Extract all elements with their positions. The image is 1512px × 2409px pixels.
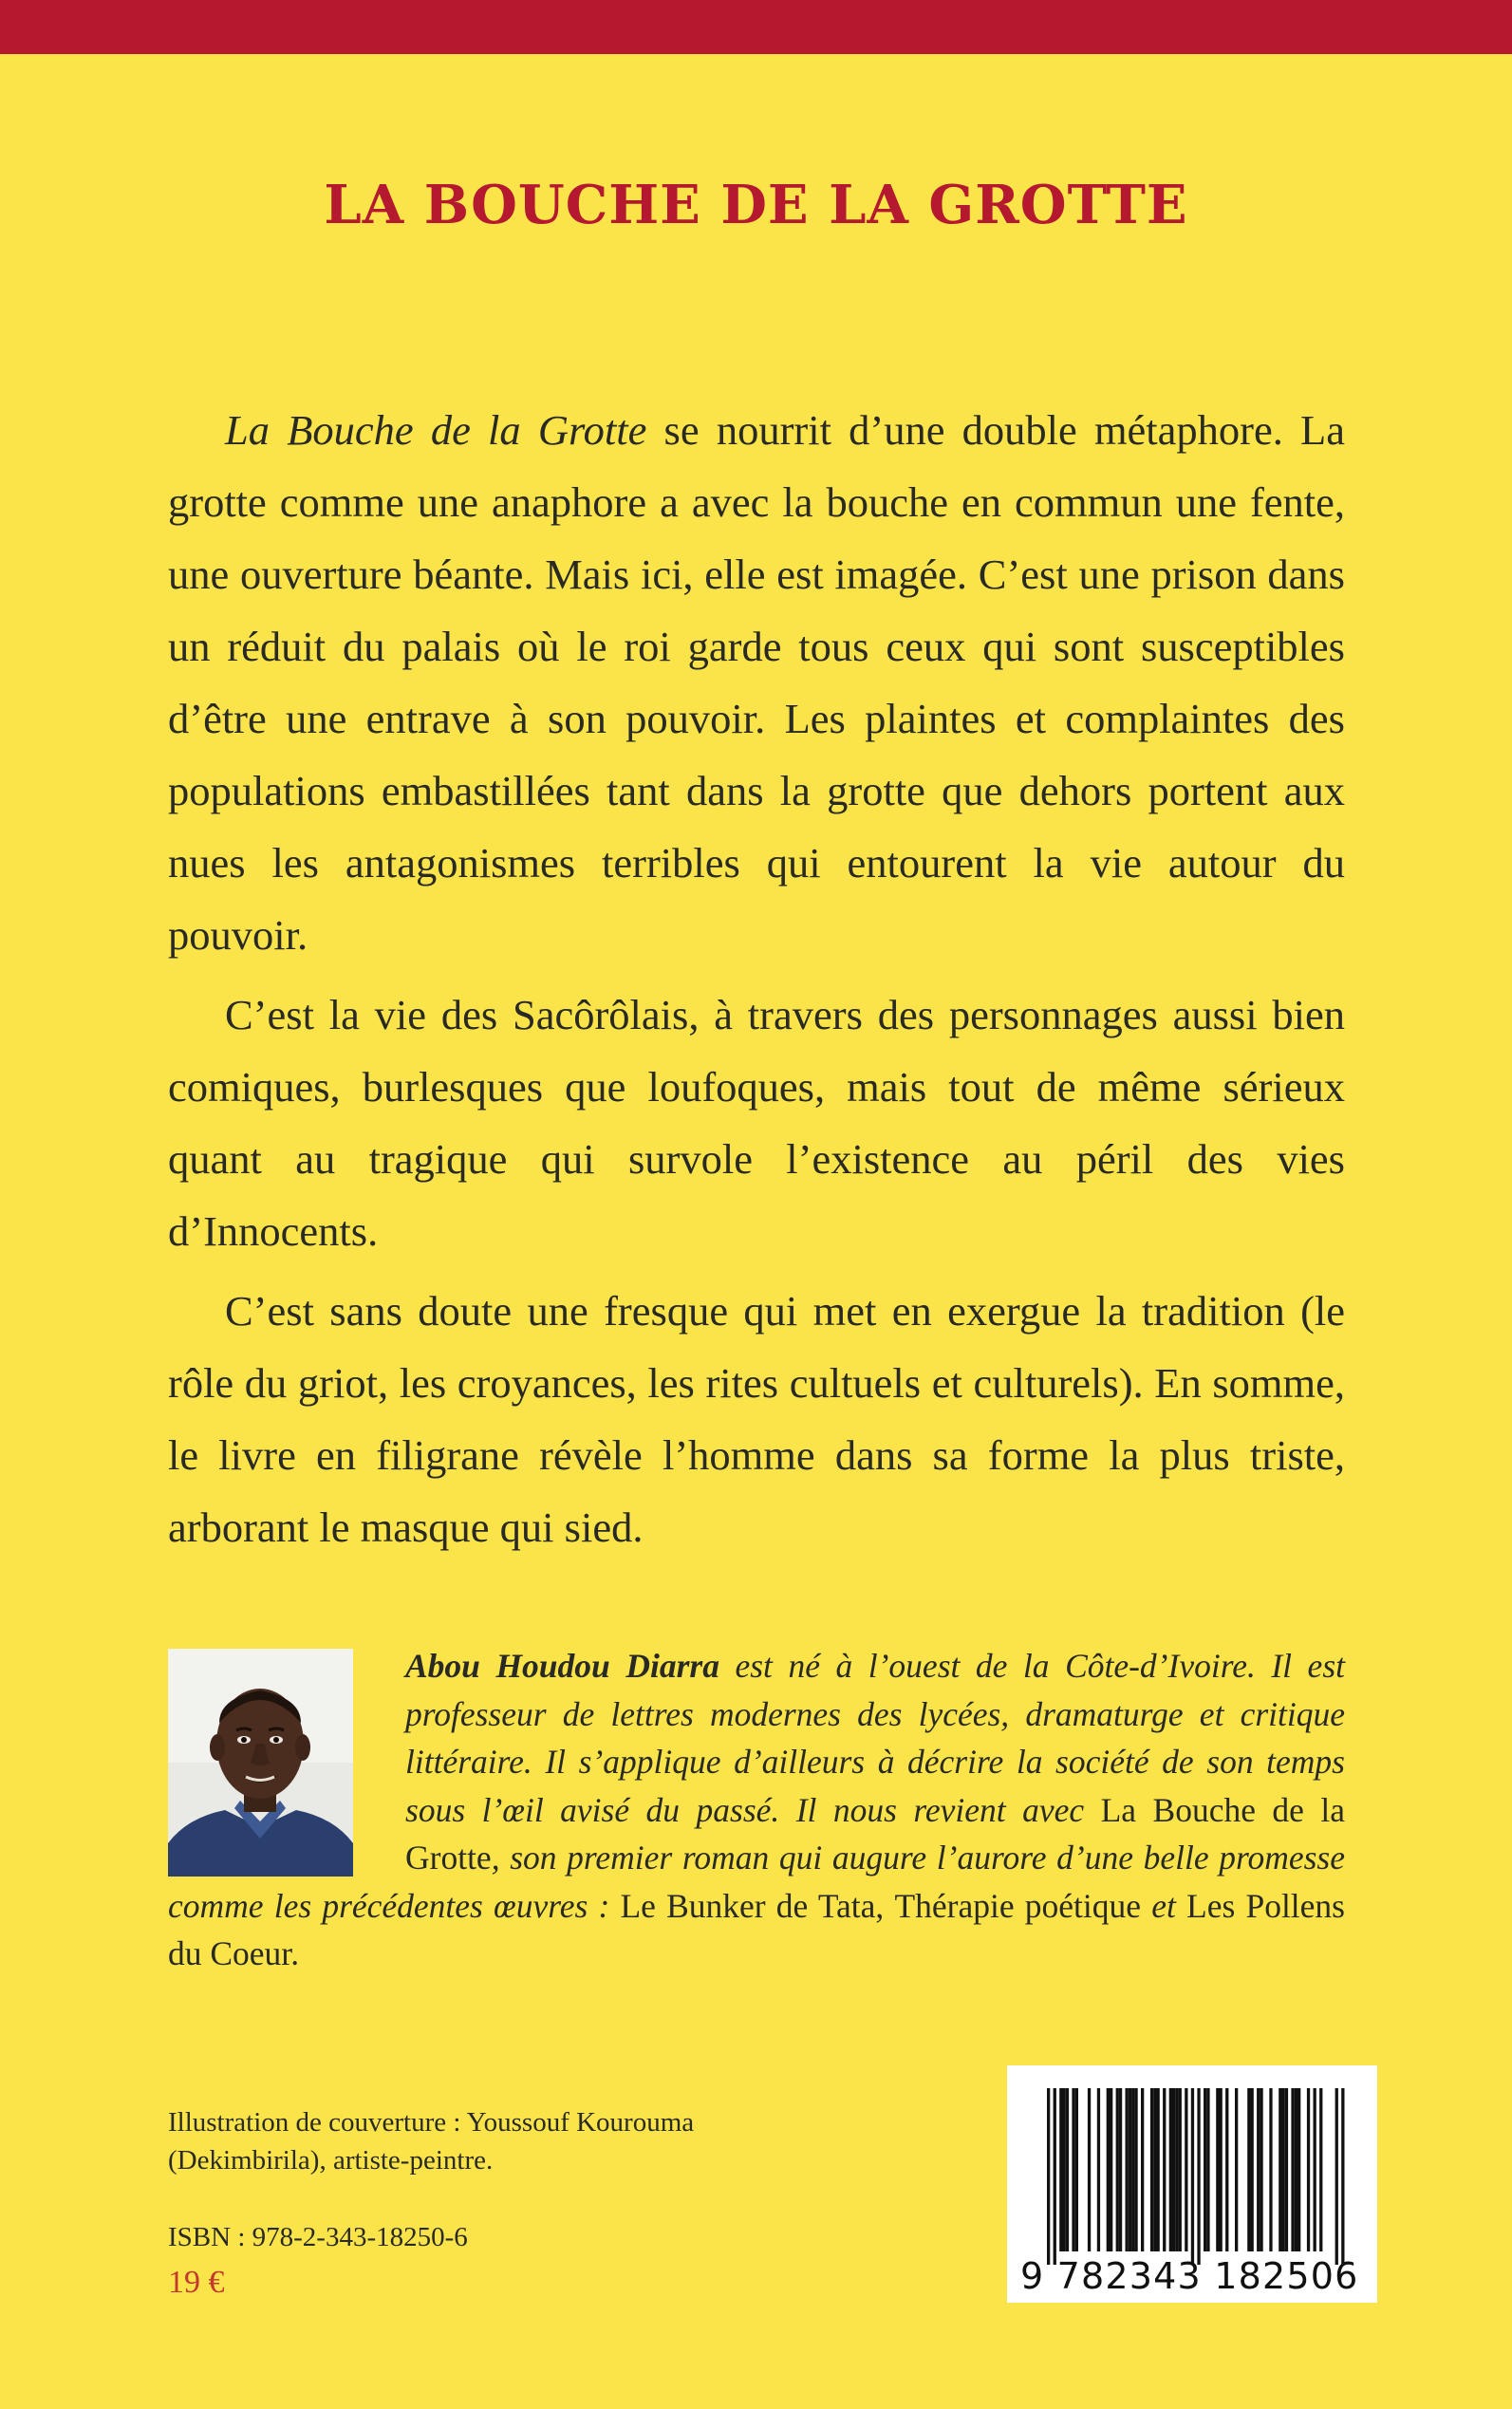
barcode-bar [1047, 2088, 1050, 2265]
barcode-bar [1172, 2088, 1175, 2251]
summary-book-title: La Bouche de la Grotte [225, 406, 647, 454]
barcode-bar [1204, 2088, 1206, 2251]
barcode-bar [1307, 2088, 1310, 2251]
bio-text-4: et [1141, 1886, 1187, 1925]
bio-work-therapie-poetique: Thérapie poétique [894, 1886, 1142, 1925]
summary-paragraph-3: C’est sans doute une fresque qui met en exergue la tradition (le rôle du griot, les croyances, les rites cultuels et culturels). En somme, le livre en filigrane révèle l’homme dans sa forme la plus triste, arborant le masque qui sied. [168, 1287, 1345, 1551]
barcode-bar [1150, 2088, 1153, 2251]
barcode-bar [1129, 2088, 1131, 2251]
barcode-bar [1291, 2088, 1294, 2251]
barcode-bar [1257, 2088, 1260, 2251]
barcode-bar [1260, 2088, 1262, 2251]
summary-paragraph-1-text: se nourrit d’une double métaphore. La grotte comme une anaphore a avec la bouche en commun une fente, une ouverture béante. Mais ici, elle est imagée. C’est une prison dans un réduit du palais où le roi garde tous ceux qui sont susceptibles d’être une entrave à son pouvoir. Les plaintes et complaintes des populations embastillées tant dans la grotte que dehors portent aux nues les antagonismes terribles qui entourent la vie autour du pouvoir. [168, 406, 1345, 959]
barcode-bar [1216, 2088, 1219, 2251]
author-portrait-illustration [168, 1649, 353, 1877]
bio-text-3 [884, 1887, 894, 1925]
barcode-bar [1175, 2088, 1178, 2251]
barcode-bar [1066, 2088, 1069, 2251]
barcode-bar [1088, 2088, 1091, 2251]
summary-paragraph-2: C’est la vie des Sacôrôlais, à travers des personnages aussi bien comiques, burlesques que loufoques, mais tout de même sérieux quant au tragique qui survole l’existence au péril des vies d’Innocents. [168, 991, 1345, 1255]
bio-work-le-bunker-de-tata: Le Bunker de Tata, [620, 1886, 885, 1925]
barcode-bar [1126, 2088, 1129, 2251]
barcode-bar [1282, 2088, 1285, 2251]
barcode-bar [1279, 2088, 1281, 2251]
barcode-bar [1119, 2088, 1122, 2251]
barcode-bar [1107, 2088, 1110, 2251]
barcode-bar [1179, 2088, 1182, 2251]
barcode-bar [1054, 2088, 1056, 2265]
barcode-bar [1314, 2088, 1316, 2251]
summary-paragraph-1 [168, 394, 1345, 971]
bio-work-les-pollens-du-coeur: Les Pollens du Coeur [168, 1886, 1345, 1972]
isbn: ISBN : 978-2-343-18250-6 [168, 2222, 468, 2252]
barcode-bar [1251, 2088, 1254, 2251]
bio-text-5: . [290, 1934, 300, 1972]
author-name: Abou Houdou Diarra [405, 1647, 719, 1685]
barcode-bar [1191, 2088, 1194, 2265]
barcode-bar [1206, 2088, 1209, 2251]
barcode-bar [1269, 2088, 1272, 2251]
barcode-bar [1059, 2088, 1062, 2251]
barcode-bar [1220, 2088, 1223, 2251]
barcode-bar [1297, 2088, 1300, 2251]
price: 19 € [168, 2265, 225, 2300]
barcode [1007, 2065, 1377, 2303]
barcode-bar [1285, 2088, 1288, 2251]
barcode-bar [1197, 2088, 1200, 2265]
barcode-bar [1157, 2088, 1160, 2251]
barcode-bar [1134, 2088, 1137, 2251]
barcode-bar [1097, 2088, 1100, 2251]
bio-work-la-bouche-de-la-grotte: La Bouche de la Grotte [405, 1790, 1346, 1877]
barcode-bar [1169, 2088, 1172, 2251]
author-photo [168, 1649, 353, 1877]
barcode-bar [1319, 2088, 1322, 2251]
barcode-bar [1153, 2088, 1156, 2251]
barcode-bar [1131, 2088, 1134, 2251]
barcode-bar [1295, 2088, 1297, 2251]
barcode-bar [1235, 2088, 1238, 2251]
barcode-digits: 9 782343 182506 [1020, 2255, 1359, 2297]
barcode-bar [1072, 2088, 1074, 2251]
barcode-bar [1225, 2088, 1228, 2251]
bio-text-1: est né à l’ouest de la Côte-d’Ivoire. Il est professeur de lettres modernes des lycées, dramaturge et critique littéraire. Il s’applique d’ailleurs à décrire la société de son temps sous l’œil avisé du passé. Il nous revient avec [405, 1647, 1345, 1829]
book-title: LA BOUCHE DE LA GROTTE [324, 174, 1188, 236]
bio-text-2: , son premier roman qui augure l’aurore d’une belle promesse comme les précédentes œuvres : [168, 1839, 1345, 1925]
barcode-bar [1116, 2088, 1119, 2251]
top-color-band [0, 0, 1512, 54]
barcode-bar [1163, 2088, 1166, 2251]
barcode-bar [1075, 2088, 1078, 2251]
barcode-bar [1110, 2088, 1112, 2251]
barcode-bar [1335, 2088, 1338, 2265]
cover-illustration-credit: Illustration de couverture : Youssouf Kourouma (Dekimbirila), artiste-peintre. [168, 2107, 695, 2176]
barcode-bar [1185, 2088, 1187, 2251]
barcode-bar [1063, 2088, 1066, 2251]
barcode-bar [1341, 2088, 1344, 2265]
barcode-bar [1141, 2088, 1144, 2251]
barcode-bar [1247, 2088, 1250, 2251]
summary-text [168, 394, 1345, 1563]
